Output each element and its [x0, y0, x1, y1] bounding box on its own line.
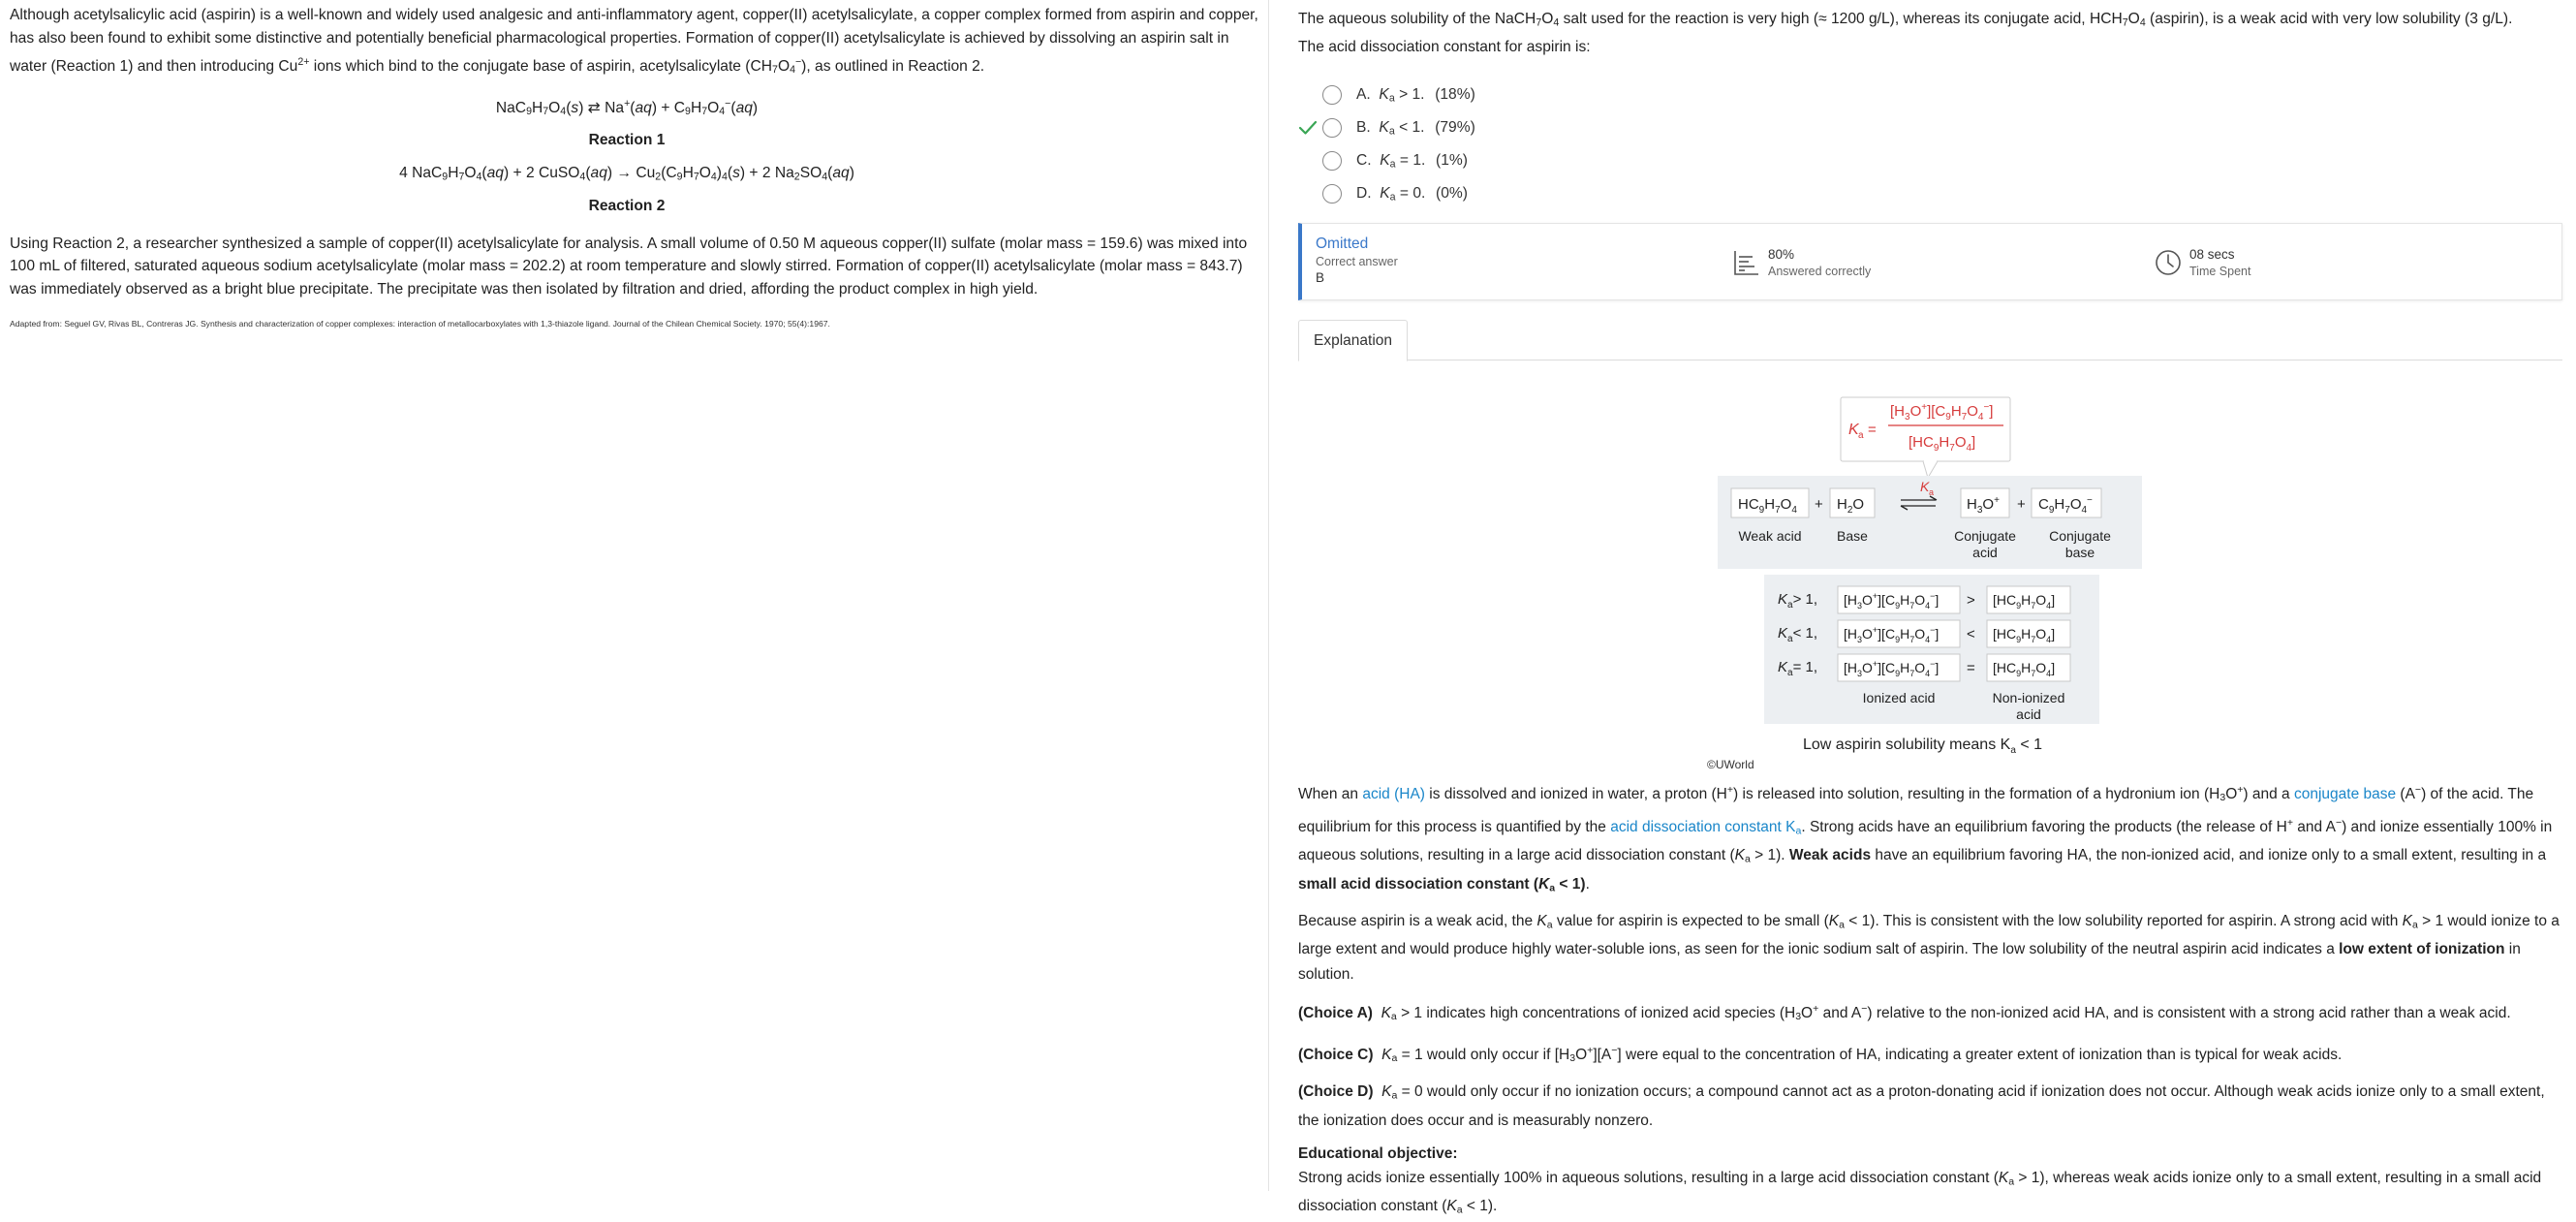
reaction-2-equation: 4 $NaC_9H_7O_4(aq) + 2$ CuSO$_4$(aq) → $Cu_2(C_9H_7O_4)_4(s) + 2$ $Na_2SO_4(aq)$ [399, 165, 854, 183]
svg-text:[H3O+][C9H7O4−]: $[H_3O^+][C_9H_7O_4^-]$ [1890, 402, 1994, 423]
ka-diagram [1298, 383, 2562, 780]
svg-text:[H3O+][C9H7O4−]: $[H_3O^+][C_9H_7O_4^-]$ [1844, 625, 1940, 644]
figure-caption: Low aspirin solubility means $K_a < 1$ [1803, 736, 2043, 756]
explanation-paragraph-2: Because aspirin is a weak acid, the $K_a$ value for aspirin is expected to be small $(K_a < 1)$. This is consistent with the low solubility reported for aspirin. A strong acid with $K_a > 1$ would ionize to a large extent and would produce highly water-soluble ions, as seen for the ionic sodium salt of aspirin. The low solubility of the neutral aspirin acid indicates a low extent of ionization in solution. [1298, 912, 2560, 984]
choice-c-text[interactable]: C. $K_a = 1$. (1%) [1356, 152, 1468, 171]
svg-text:[HC9H7O4]: $[HC_9H_7O_4]$ [1993, 660, 2056, 678]
svg-text:C9H7O4−: $C_9H_7O_4^-$ [2038, 495, 2093, 516]
base-label: Base [1837, 528, 1868, 544]
explanation-paragraph-1: When an acid (HA) is dissolved and ionized in water, a proton (H+) is released into solution, resulting in the formation of a hydronium ion $(H_3O^+)$ and a conjugate base (A−) of the acid. The equilibrium for this process is quantified by the acid dissociation constant $K_a$. Strong acids have an equilibrium favoring the products (the release of H+ and A−) and ionize essentially 100% in aqueous solutions, resulting in a large acid dissociation constant $(K_a > 1)$. Weak acids have an equilibrium favoring HA, the non-ionized acid, and ionize only to a small extent, resulting in a small acid dissociation constant $(K_a < 1)$. [1298, 784, 2553, 893]
choice-d-text[interactable]: D. $K_a = 0$. (0%) [1356, 185, 1468, 204]
acid-dissociation-constant-link[interactable]: acid dissociation constant $K_a$ [1610, 818, 1802, 837]
educational-objective-text: Strong acids ionize essentially 100% in aqueous solutions, resulting in a large acid dissociation constant $(K_a > 1)$, whereas weak acids ionize only to a small extent, resulting in a small acid dissociation constant $(K_a < 1)$. [1298, 1169, 2542, 1216]
reaction-1-equation: $NaC_9H_7O_4(s)$ ⇄ $Na^+(aq) + C_9H_7O_4^-(aq)$ [495, 98, 759, 118]
svg-text:=: = [1967, 660, 1975, 676]
reaction-1-label: Reaction 1 [588, 132, 666, 149]
clock-icon [2155, 249, 2182, 276]
omitted-status [1316, 235, 1398, 287]
choice-d[interactable] [1298, 177, 2562, 210]
question-pane [1298, 0, 2562, 1216]
explanation-choice-c: (Choice C) $K_a = 1$ would only occur if $[H_3O^+][A^-]$ were equal to the concentration of HA, indicating a greater extent of ionization than is typical for weak acids. [1298, 1045, 2343, 1065]
svg-text:[H3O+][C9H7O4−]: $[H_3O^+][C_9H_7O_4^-]$ [1844, 591, 1940, 611]
passage-body: Using Reaction 2, a researcher synthesized a sample of copper(II) acetylsalicylate for analysis. A small volume of 0.50 M aqueous copper(II) sulfate (molar mass = 159.6) was mixed into 100 mL of filtered, saturated aqueous sodium acetylsalicylate (molar mass = 202.2) at room temperature and slowly stirred. Formation of copper(II) acetylsalicylate (molar mass = 843.7) was immediately observed as a bright blue precipitate. The precipitate was then isolated by filtration and dried, affording the product complex in high yield. [10, 235, 1248, 298]
percent-correct-stat [1733, 246, 1871, 279]
svg-text:Ka< 1,: $K_a< 1$, [1778, 625, 1818, 644]
reaction-1 [10, 93, 1244, 151]
ka-expression-box [1841, 397, 2010, 478]
svg-text:>: > [1967, 592, 1975, 609]
svg-text:HC9H7O4: $HC_9H_7O_4$ [1738, 496, 1797, 516]
reaction-2-label: Reaction 2 [588, 197, 666, 214]
svg-text:Ka= 1,: $K_a= 1$, [1778, 659, 1818, 678]
nonionized-label-1: Non-ionized [1992, 690, 2065, 705]
conjugate-base-link[interactable]: conjugate base [2293, 785, 2397, 802]
ka-equilibrium-figure [1298, 383, 2562, 780]
omitted-label: Omitted [1316, 235, 1369, 252]
choice-c[interactable] [1298, 144, 2562, 177]
tab-explanation[interactable]: Explanation [1298, 320, 1408, 361]
educational-objective-title: Educational objective: [1298, 1144, 1458, 1162]
answer-stats-bar [1298, 223, 2562, 300]
conj-acid-label-2: acid [1972, 545, 1998, 560]
svg-text:Ka> 1,: $K_a> 1$, [1778, 591, 1818, 611]
explanation-tabs [1298, 320, 2562, 360]
percent-correct-label: Answered correctly [1768, 265, 1872, 278]
svg-text:H2O: $H_2O$ [1837, 496, 1865, 516]
correct-check-icon [1298, 119, 1318, 137]
explanation-choice-d: (Choice D) $K_a = 0$ would only occur if no ionization occurs; a compound cannot act as a proton-donating acid if ionization does not occur. Although weak acids ionize only to a small extent, the ionization does occur and is measurably nonzero. [1298, 1083, 2545, 1129]
nonionized-label-2: acid [2016, 706, 2041, 722]
choice-a[interactable] [1298, 78, 2562, 111]
answer-choices [1298, 78, 2562, 210]
svg-text:+: + [2017, 496, 2026, 513]
choice-a-radio[interactable] [1322, 85, 1342, 105]
choice-b-text[interactable]: B. $K_a < 1$. (79%) [1356, 119, 1475, 138]
svg-text:+: + [1815, 496, 1823, 513]
svg-text:K: K [1920, 479, 1930, 494]
reaction-2 [10, 163, 1244, 216]
copyright-label: ©UWorld [1707, 758, 1754, 771]
explanation-choice-a: (Choice A) $K_a > 1$ indicates high concentrations of ionized acid species ($H_3O^+$ and A−) relative to the non-ionized acid HA, and is consistent with a strong acid rather than a weak acid. [1298, 1003, 2511, 1023]
time-spent-stat [2155, 246, 2250, 279]
choice-b-radio[interactable] [1322, 118, 1342, 138]
svg-text:[HC9H7O4]: $[HC_9H_7O_4]$ [1909, 434, 1976, 454]
choice-d-radio[interactable] [1322, 184, 1342, 204]
svg-text:H3O+: $H_3O^+$ [1967, 495, 2000, 516]
weak-acid-label: Weak acid [1738, 528, 1802, 544]
svg-text:a: a [1929, 487, 1935, 497]
svg-text:=: = [1868, 422, 1877, 438]
percent-correct-value: 80% [1768, 247, 1795, 262]
explanation-body [1298, 777, 2562, 1222]
svg-text:a: a [1858, 430, 1864, 441]
svg-text:[HC9H7O4]: $[HC_9H_7O_4]$ [1993, 592, 2056, 611]
time-spent-label: Time Spent [2189, 265, 2251, 278]
conj-acid-label-1: Conjugate [1954, 528, 2016, 544]
svg-text:K: K [1848, 422, 1859, 438]
choice-a-text[interactable]: A. $K_a > 1$. (18%) [1356, 86, 1475, 105]
acid-link[interactable]: acid (HA) [1362, 785, 1425, 802]
conj-base-label-2: base [2064, 545, 2095, 560]
conj-base-label-1: Conjugate [2049, 528, 2111, 544]
time-spent-value: 08 secs [2189, 247, 2235, 262]
ionized-acid-label: Ionized acid [1862, 690, 1936, 705]
svg-text:[HC9H7O4]: $[HC_9H_7O_4]$ [1993, 626, 2056, 644]
passage-citation: Adapted from: Seguel GV, Rivas BL, Contreras JG. Synthesis and characterization of copper complexes: interaction of metallocarboxylates with 1,3-thiazole ligand. Journal of the Chilean Chemical Society. 1970; 55(4):1967. [10, 319, 830, 329]
choice-b[interactable] [1298, 111, 2562, 144]
passage-intro: Although acetylsalicylic acid (aspirin) is a well-known and widely used analgesic and anti-inflammatory agent, copper(II) acetylsalicylate, a copper complex formed from aspirin and copper, has also been found to exhibit some distinctive and potentially beneficial pharmacological properties. Formation of copper(II) acetylsalicylate is achieved by dissolving an aspirin salt in water (Reaction 1) and then introducing $Cu^{2+}$ ions which bind to the conjugate base of aspirin, acetylsalicylate $(CH_7O_4^-)$, as outlined in Reaction 2. [10, 7, 1258, 77]
passage-pane [0, 0, 1269, 1191]
svg-text:<: < [1967, 626, 1975, 642]
bar-chart-icon [1733, 249, 1760, 276]
correct-answer-label: Correct answer [1316, 255, 1398, 268]
correct-answer-value: B [1316, 270, 1325, 285]
svg-text:[H3O+][C9H7O4−]: $[H_3O^+][C_9H_7O_4^-]$ [1844, 659, 1940, 678]
choice-c-radio[interactable] [1322, 151, 1342, 171]
question-stem: The aqueous solubility of the $NaCH_7O_4$ salt used for the reaction is very high (≈ 1200 g/L), whereas its conjugate acid, $HCH_7O_4$ (aspirin), is a weak acid with very low solubility (3 g/L). The acid dissociation constant for aspirin is: [1298, 11, 2513, 56]
